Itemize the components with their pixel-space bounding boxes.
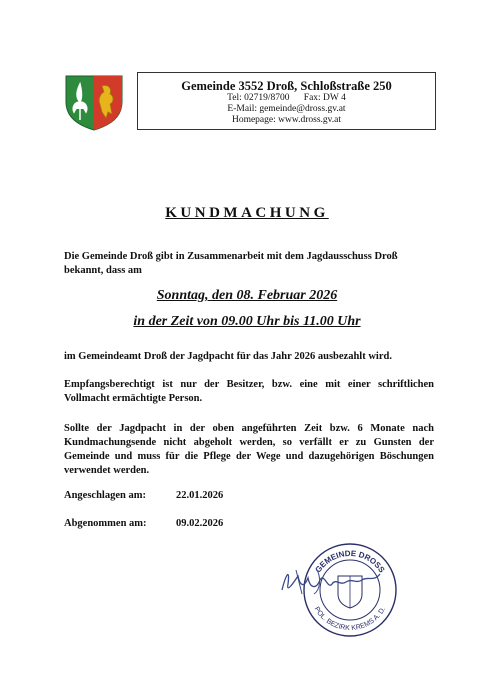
- paragraph-eligibility: Empfangsberechtigt ist nur der Besitzer, bzw. eine mit einer schriftlichen Vollmacht ermächtigte Person.: [64, 379, 434, 404]
- phone-fax: Tel: 02719/8700 Fax: DW 4: [227, 93, 346, 103]
- posted-date: 22.01.2026: [176, 490, 224, 501]
- coat-of-arms-icon: [64, 72, 124, 132]
- homepage-line: Homepage: www.dross.gv.at: [231, 115, 342, 125]
- removed-label: Abgenommen am:: [64, 518, 147, 529]
- seal-top-text: GEMEINDE DROSS: [313, 548, 387, 575]
- paragraph-forfeit: Sollte der Jagdpacht in der oben angeführten Zeit bzw. 6 Monate nach Kundmachungsende nicht abgeholt werden, so verfällt er zu Gunsten der Gemeinde und muss für die Pflege der Wege und dazugehörigen Böschungen verwendet werden.: [64, 423, 434, 476]
- letterhead-box: [137, 72, 436, 130]
- date-line: Sonntag, den 08. Februar 2026: [156, 288, 338, 303]
- municipality-title: Gemeinde 3552 Droß, Schloßstraße 250: [181, 79, 392, 93]
- removed-date: 09.02.2026: [176, 518, 224, 529]
- email-line: E-Mail: gemeinde@dross.gv.at: [227, 104, 346, 114]
- intro-paragraph: Die Gemeinde Droß gibt in Zusammenarbeit mit dem Jagdausschuss Droß bekannt, dass am: [64, 251, 398, 276]
- document-title: KUNDMACHUNG: [165, 205, 329, 221]
- paragraph-payout: im Gemeindeamt Droß der Jagdpacht für das Jahr 2026 ausbezahlt wird.: [64, 351, 392, 362]
- signature-icon: [276, 560, 386, 600]
- time-line: in der Zeit von 09.00 Uhr bis 11.00 Uhr: [133, 314, 361, 329]
- posted-label: Angeschlagen am:: [64, 490, 146, 501]
- seal-bottom-text: POL. BEZIRK KREMS A. D.: [312, 605, 388, 633]
